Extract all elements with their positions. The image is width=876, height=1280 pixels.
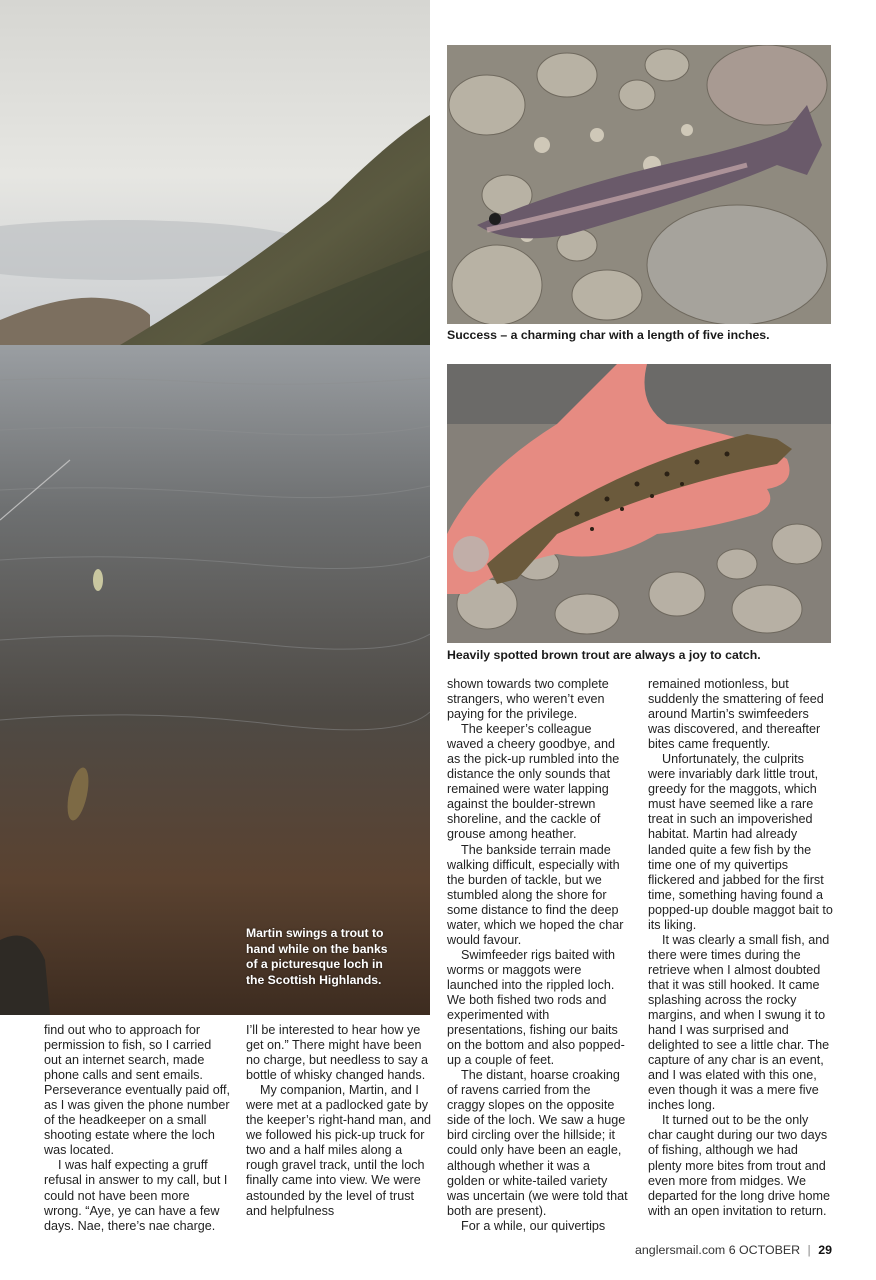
paragraph: shown towards two complete strangers, who weren’t even paying for the privilege. [447, 677, 609, 722]
trout-photo [447, 364, 831, 643]
article-column-1 [44, 1023, 230, 1234]
char-photo-caption: Success – a charming char with a length of five inches. [447, 328, 770, 342]
paragraph: Swimfeeder rigs baited with worms or maggots were launched into the rippled loch. We both fished two rods and experimented with presentations, fishing our baits on the bottom and also popped-up a couple of feet. [447, 947, 625, 1068]
caption-line: Martin swings a trout to [246, 926, 384, 940]
loch-photo [0, 0, 430, 1015]
footer-date: 6 OCTOBER [728, 1243, 801, 1257]
paragraph: My companion, Martin, and I were met at a padlocked gate by the keeper’s right-hand man, and we followed his pick-up truck for two and a half miles along a rough gravel track, until the loch finally came into view. We were astounded by the level of trust and helpfulness [246, 1083, 432, 1218]
paragraph: The distant, hoarse croaking of ravens carried from the craggy slopes on the opposite side of the loch. We saw a huge bird circling over the hillside; it could only have been an eagle, although whether it was a golden or white-tailed variety was uncertain (we were told that both are present). [447, 1068, 628, 1218]
char-photo [447, 45, 831, 324]
paragraph: Unfortunately, the culprits were invariably dark little trout, greedy for the maggots, which must have seemed like a rare treat in such an impoverished habitat. Martin had already landed quite a few fish by the time one of my quivertips flickered and jabbed for the first time, something having found a popped-up double maggot bait to its liking. [648, 752, 833, 932]
paragraph: The bankside terrain made walking difficult, especially with the burden of tackle, but we stumbled along the shore for some distance to find the deep water, which we hoped the char would favour. [447, 842, 624, 947]
footer-separator: | [807, 1243, 811, 1257]
page-number: 29 [818, 1243, 832, 1257]
paragraph: It was clearly a small fish, and there were times during the retrieve when I almost doubted that it was still hooked. It came splashing across the rocky margins, and when I swung it to hand I was surprised and delighted to see a little char. The capture of any char is an event, and I was elated with this one, even though it was a mere five inches long. [648, 932, 830, 1113]
loch-photo-caption [246, 926, 426, 988]
caption-line: hand while on the banks [246, 941, 388, 956]
paragraph: I’ll be interested to hear how ye get on.” There might have been no charge, but needless to say a bottle of whisky changed hands. [246, 1023, 429, 1083]
paragraph: The keeper’s colleague waved a cheery goodbye, and as the pick-up rumbled into the distance the only sounds that remained were water lapping against the boulder-strewn shoreline, and the cackle of grouse among heather. [447, 722, 620, 842]
trout-photo-caption: Heavily spotted brown trout are always a joy to catch. [447, 648, 761, 662]
article-column-2 [246, 1023, 434, 1219]
page-footer [560, 1243, 832, 1257]
paragraph: I was half expecting a gruff refusal in answer to my call, but I could not have been more wrong. “Aye, ye can have a few days. Nae, there’s nae charge. [44, 1158, 228, 1233]
paragraph: find out who to approach for permission to fish, so I carried out an internet search, made phone calls and sent emails. Perseverance eventually paid off, as I was given the phone number of the headkeeper on a small shooting estate where the loch was located. [44, 1023, 230, 1158]
paragraph: remained motionless, but suddenly the smattering of feed around Martin’s swimfeeders was discovered, and thereafter bites came frequently. [648, 677, 824, 752]
article-column-3 [447, 677, 631, 1234]
paragraph: It turned out to be the only char caught during our two days of fishing, although we had plenty more bites from trout and even more from midges. We departed for the long drive home with an open invitation to return. [648, 1113, 831, 1218]
caption-line: of a picturesque loch in [246, 957, 383, 972]
paragraph: For a while, our quivertips [461, 1218, 606, 1233]
article-column-4 [648, 677, 834, 1219]
footer-site: anglersmail.com [635, 1243, 726, 1257]
caption-line: the Scottish Highlands. [246, 972, 382, 987]
